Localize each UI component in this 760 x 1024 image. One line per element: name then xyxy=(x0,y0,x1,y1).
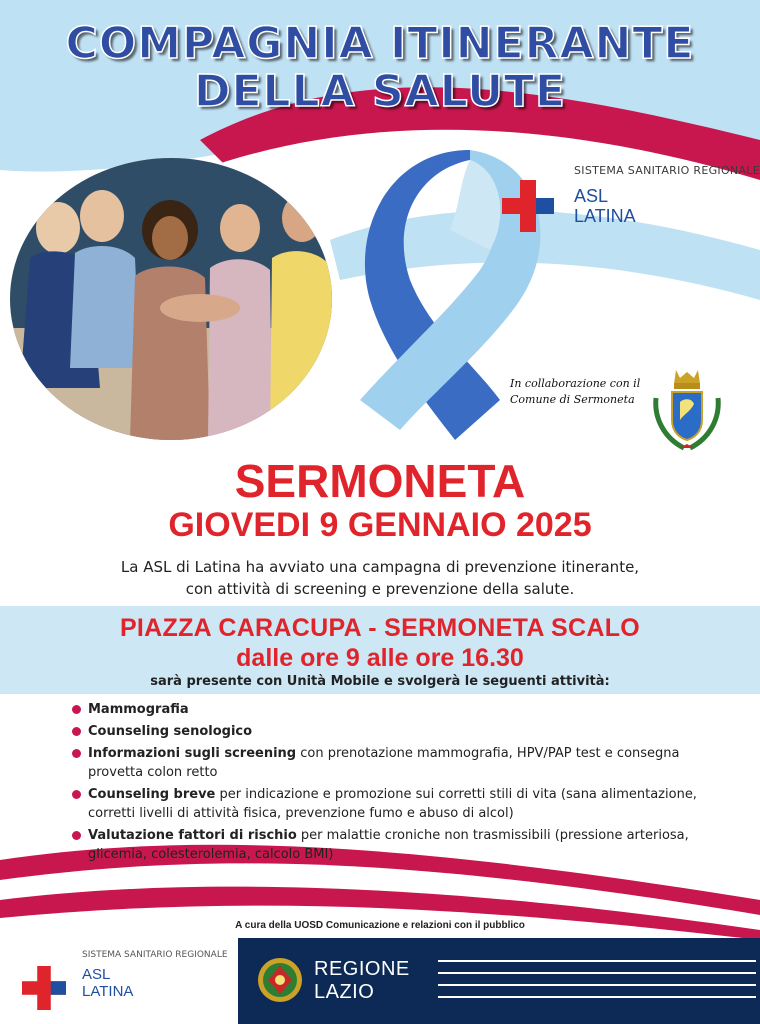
list-item xyxy=(72,785,712,823)
people-photo xyxy=(10,158,332,440)
decorative-line xyxy=(438,996,756,998)
red-cross-icon xyxy=(22,966,66,1010)
asl-name-line-2: LATINA xyxy=(574,206,636,226)
bullet-icon xyxy=(72,790,81,799)
intro-line-2: con attività di screening e prevenzione della salute. xyxy=(185,580,575,598)
credit-line: A cura della UOSD Comunicazione e relazioni con il pubblico xyxy=(235,920,525,931)
footer-asl-logo xyxy=(22,946,232,1016)
activity-detail: per malattie croniche non trasmissibili (pressione arteriosa, glicemia, colesterolemia, calcolo BMI) xyxy=(88,828,689,862)
title-line-2: DELLA SALUTE xyxy=(193,66,567,117)
asl-system-label: SISTEMA SANITARIO REGIONALE xyxy=(574,164,760,177)
decorative-line xyxy=(438,984,756,986)
activity-detail: con prenotazione mammografia, HPV/PAP test e consegna provetta colon retto xyxy=(88,746,680,780)
bullet-icon xyxy=(72,705,81,714)
sermoneta-crest-icon xyxy=(650,368,724,454)
footer-asl-name xyxy=(82,966,133,1000)
mobile-unit-text: sarà presente con Unità Mobile e svolgerà le seguenti attività: xyxy=(150,674,610,689)
asl-name-line-1: ASL xyxy=(574,186,609,206)
decorative-line xyxy=(438,972,756,974)
activity-detail: per indicazione e promozione sui corretti stili di vita (sana alimentazione, corretti livelli di attività fisica, prevenzione fumo e abuso di alcol) xyxy=(88,787,697,821)
bullet-icon xyxy=(72,727,81,736)
collaboration-note xyxy=(510,376,640,408)
regione-lazio-block xyxy=(238,938,760,1024)
asl-name xyxy=(574,186,636,226)
event-place: PIAZZA CARACUPA - SERMONETA SCALO xyxy=(119,614,641,642)
event-city: SERMONETA xyxy=(234,455,526,507)
collaboration-line-1: In collaborazione con il xyxy=(510,377,641,390)
footer-asl-system: SISTEMA SANITARIO REGIONALE xyxy=(82,950,228,960)
activity-title: Informazioni sugli screening xyxy=(88,746,297,761)
bullet-icon xyxy=(72,749,81,758)
event-hours: dalle ore 9 alle ore 16.30 xyxy=(236,644,524,672)
collaboration-line-2: Comune di Sermoneta xyxy=(510,393,635,406)
bullet-icon xyxy=(72,831,81,840)
activity-title: Valutazione fattori di rischio xyxy=(88,828,297,843)
asl-latina-logo xyxy=(502,162,760,232)
footer-asl-line-2: LATINA xyxy=(82,983,134,1000)
region-line-1: REGIONE xyxy=(314,958,410,980)
activities-list xyxy=(72,700,712,867)
decorative-line xyxy=(438,960,756,962)
activity-title: Mammografia xyxy=(88,702,189,717)
footer-asl-line-1: ASL xyxy=(82,966,111,983)
red-cross-icon xyxy=(502,180,554,232)
title-line-1: COMPAGNIA ITINERANTE xyxy=(65,18,695,69)
list-item xyxy=(72,722,712,741)
list-item xyxy=(72,700,712,719)
list-item xyxy=(72,826,712,864)
region-line-2: LAZIO xyxy=(314,981,375,1003)
list-item xyxy=(72,744,712,782)
lazio-emblem-icon xyxy=(256,956,304,1004)
event-date: GIOVEDI 9 GENNAIO 2025 xyxy=(168,506,592,544)
activity-title: Counseling breve xyxy=(88,787,216,802)
event-intro xyxy=(60,556,700,600)
intro-line-1: La ASL di Latina ha avviato una campagna di prevenzione itinerante, xyxy=(120,558,640,576)
region-name xyxy=(314,958,410,1004)
activity-title: Counseling senologico xyxy=(88,724,253,739)
